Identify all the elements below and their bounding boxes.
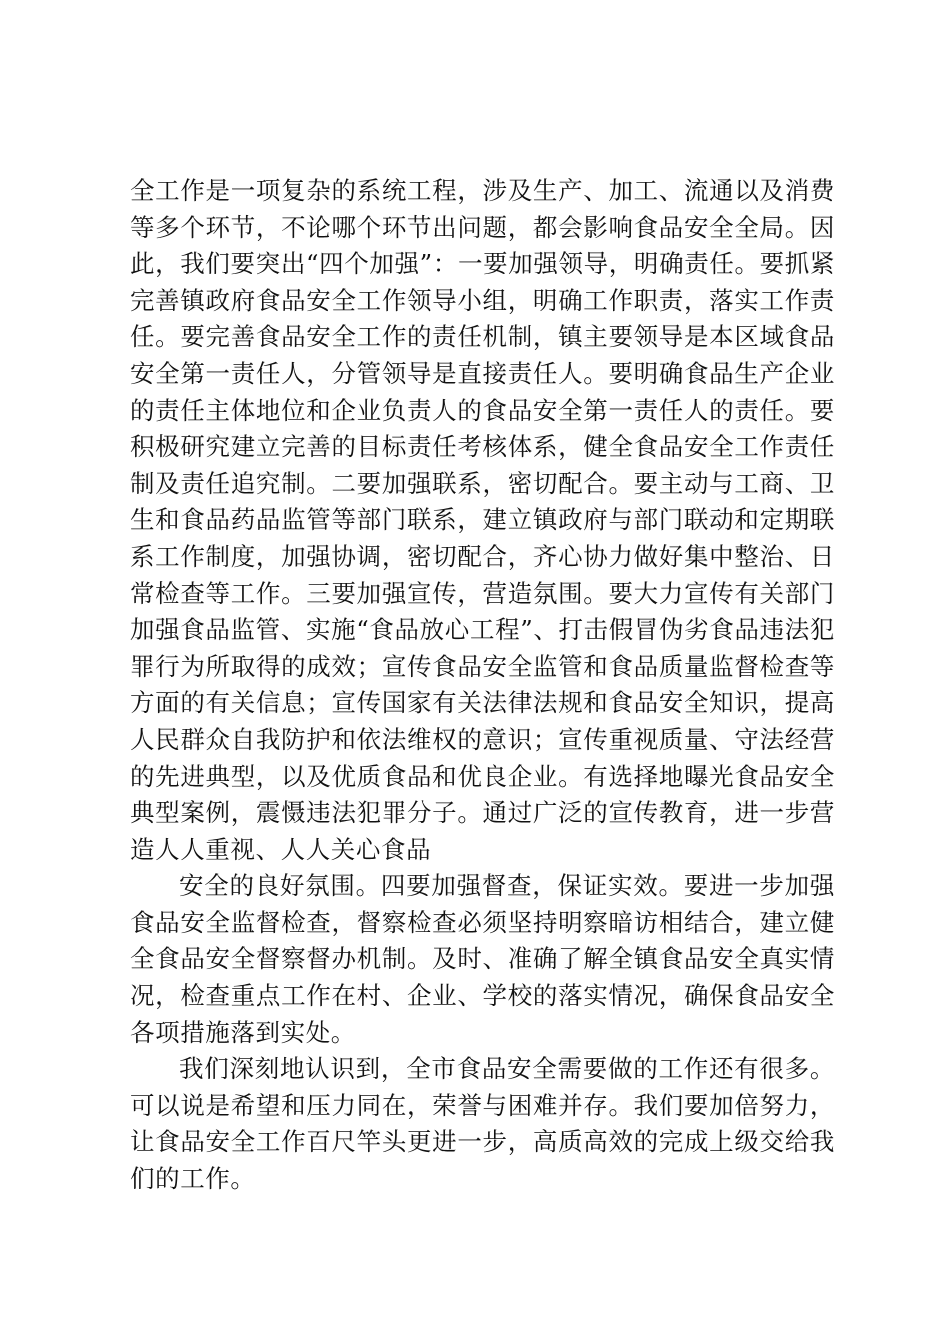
paragraph-conclusion: 我们深刻地认识到，全市食品安全需要做的工作还有很多。可以说是希望和压力同在，荣誉与困难并存。我们要加倍努力，让食品安全工作百尺竿头更进一步，高质高效的完成上级交给我们的工作。 bbox=[130, 1054, 835, 1194]
paragraph-continuation: 全工作是一项复杂的系统工程，涉及生产、加工、流通以及消费等多个环节，不论哪个环节出问题，都会影响食品安全全局。因此，我们要突出“四个加强”：一要加强领导，明确责任。要抓紧完善镇政府食品安全工作领导小组，明确工作职责，落实工作责任。要完善食品安全工作的责任机制，镇主要领导是本区域食品安全第一责任人，分管领导是直接责任人。要明确食品生产企业的责任主体地位和企业负责人的食品安全第一责任人的责任。要积极研究建立完善的目标责任考核体系，健全食品安全工作责任制及责任追究制。二要加强联系，密切配合。要主动与工商、卫生和食品药品监管等部门联系，建立镇政府与部门联动和定期联系工作制度，加强协调，密切配合，齐心协力做好集中整治、日常检查等工作。三要加强宣传，营造氛围。要大力宣传有关部门加强食品监管、实施“食品放心工程”、打击假冒伪劣食品违法犯罪行为所取得的成效；宣传食品安全监管和食品质量监督检查等方面的有关信息；宣传国家有关法律法规和食品安全知识，提高人民群众自我防护和依法维权的意识；宣传重视质量、守法经营的先进典型，以及优质食品和优良企业。有选择地曝光食品安全典型案例，震慑违法犯罪分子。通过广泛的宣传教育，进一步营造人人重视、人人关心食品 bbox=[130, 176, 835, 864]
document-page bbox=[130, 173, 835, 1198]
paragraph-supervision: 安全的良好氛围。四要加强督查，保证实效。要进一步加强食品安全监督检查，督察检查必须坚持明察暗访相结合，建立健全食品安全督察督办机制。及时、准确了解全镇食品安全真实情况，检查重点工作在村、企业、学校的落实情况，确保食品安全各项措施落到实处。 bbox=[130, 871, 835, 1047]
